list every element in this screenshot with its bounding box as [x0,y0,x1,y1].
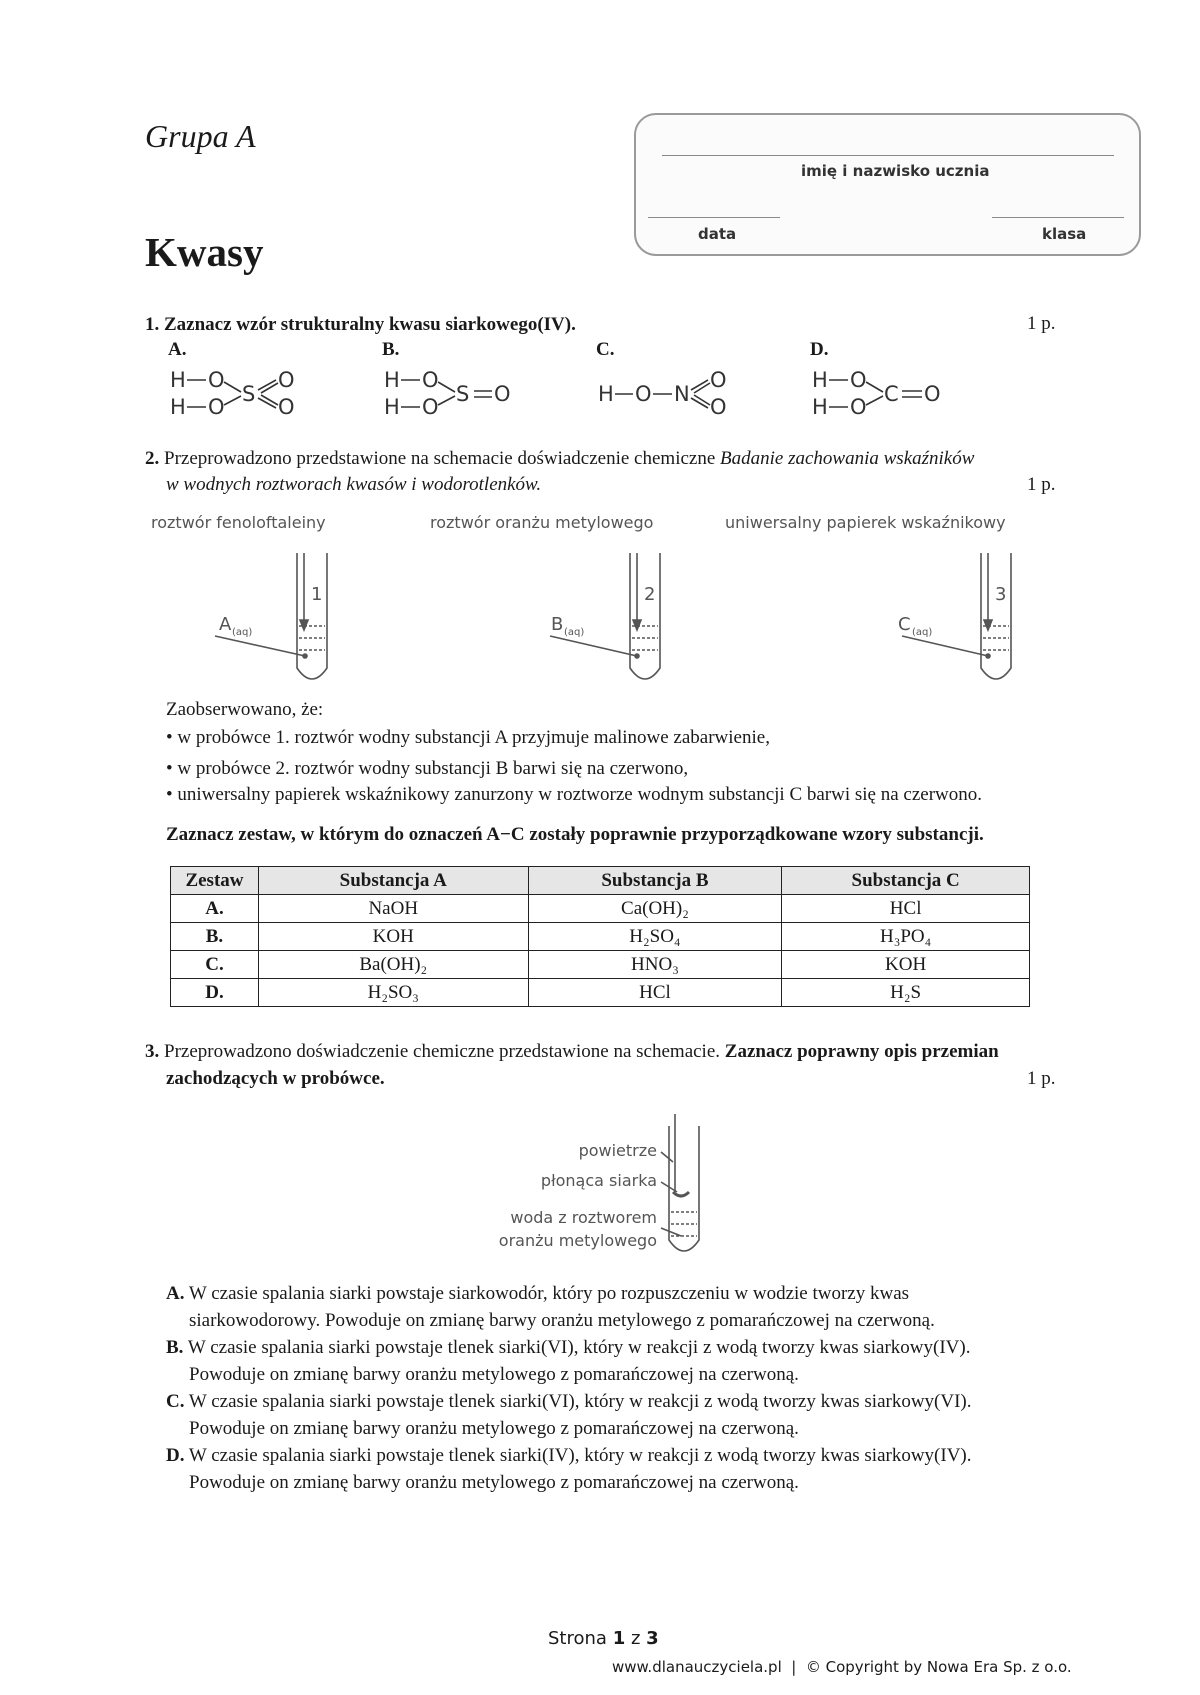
test-tube-1 [215,553,327,679]
formula-b-s: S [456,382,470,406]
table-header: Substancja B [528,867,782,895]
label-papierek: uniwersalny papierek wskaźnikowy [725,513,1006,532]
formula-a-h1: H [170,368,186,392]
formula-a-o3: O [278,368,295,392]
substance-c-aq: (aq) [912,627,933,638]
formula-b-h1: H [384,368,400,392]
table-row[interactable]: B. KOH H₂SO₄ H₃PO₄ [171,923,1030,951]
formula-a-o4: O [278,395,295,419]
formula-a[interactable] [166,364,316,420]
q3-answer-d[interactable]: D. W czasie spalania siarki powstaje tlenek siarki(IV), który w reakcji z wodą tworzy kwas siarkowy(IV). Powoduje on zmianę barwy oranżu metylowego z pomarańczowej na czerwoną. [166,1445,972,1493]
formula-c-o3: O [710,395,727,419]
tube-3-number: 3 [995,584,1007,605]
q3-answer-b[interactable]: B. W czasie spalania siarki powstaje tlenek siarki(VI), który w reakcji z wodą tworzy kwas siarkowy(IV). Powoduje on zmianę barwy oranżu metylowego z pomarańczowej na czerwoną. [166,1337,971,1385]
group-label: Grupa A [145,118,256,154]
label-oranz: roztwór oranżu metylowego [430,513,654,532]
q3-answer-a[interactable]: A. W czasie spalania siarki powstaje siarkowodór, który po rozpuszczeniu w wodzie tworzy kwas siarkowodorowy. Powoduje on zmianę barwy oranżu metylowego z pomarańczowej na czerwoną. [166,1283,935,1331]
question-3-points: 1 p. [1027,1068,1056,1089]
observation-1: • w probówce 1. roztwór wodny substancji A przyjmuje malinowe zabarwienie, [166,727,770,748]
substance-a: A [219,614,232,635]
observation-2: • w probówce 2. roztwór wodny substancji B barwi się na czerwono, [166,758,689,779]
formula-b[interactable] [380,364,530,420]
formula-c-h: H [598,382,614,406]
question-2-points: 1 p. [1027,474,1056,495]
question-2-italic-b: w wodnych roztworach kwasów i wodorotlenków. [166,474,542,495]
formula-d-h1: H [812,368,828,392]
q1-option-d[interactable]: D. [810,339,829,360]
formula-d-h2: H [812,395,828,419]
question-3-number: 3. [145,1041,160,1062]
formula-c[interactable] [594,364,744,420]
experiment-diagram [145,508,1060,683]
formula-b-o1: O [422,368,439,392]
class-line [992,217,1124,218]
question-3-bold-a: Zaznacz poprawny opis przemian [724,1041,999,1062]
formula-d[interactable] [808,364,958,420]
formula-b-h2: H [384,395,400,419]
label-powietrze: powietrze [578,1141,657,1160]
q1-option-a[interactable]: A. [168,339,187,360]
substance-b-aq: (aq) [564,627,585,638]
substances-table [170,866,1030,1007]
label-fenoloftaleina: roztwór fenoloftaleiny [151,513,326,532]
q1-option-b[interactable]: B. [382,339,400,360]
label-plonaca-siarka: płonąca siarka [540,1171,657,1190]
question-1 [145,312,576,338]
formula-d-c: C [884,382,899,406]
table-header-row [171,867,1030,895]
page-title: Kwasy [145,229,264,275]
tube-1-number: 1 [311,584,323,605]
sulfur-experiment-diagram [495,1112,715,1260]
substance-b: B [551,614,564,635]
table-header: Substancja C [782,867,1030,895]
formula-b-o3: O [494,382,511,406]
question-1-points: 1 p. [1027,313,1056,334]
question-1-number: 1. [145,314,160,335]
copyright: www.dlanauczyciela.pl | © Copyright by Nowa Era Sp. z o.o. [612,1658,1072,1676]
substance-a-aq: (aq) [232,627,253,638]
substance-c: C [898,614,911,635]
class-label: klasa [1042,225,1087,243]
label-oranz-metylowy: oranżu metylowego [498,1231,657,1250]
student-info-box [634,113,1141,256]
formula-a-h2: H [170,395,186,419]
question-2-number: 2. [145,448,160,469]
observation-3: • uniwersalny papierek wskaźnikowy zanurzony w roztworze wodnym substancji C barwi się na czerwono. [166,784,983,805]
observed-label: Zaobserwowano, że: [166,699,324,720]
question-3-bold-b: zachodzących w probówce. [166,1068,385,1089]
name-label: imię i nazwisko ucznia [801,162,990,180]
date-label: data [698,225,737,243]
formula-d-o1: O [850,368,867,392]
test-tube-3 [902,553,1011,679]
q1-option-c[interactable]: C. [596,339,615,360]
table-header: Substancja A [258,867,528,895]
question-2-line2 [166,472,541,498]
table-row[interactable]: D. H₂SO₃ HCl H₂S [171,979,1030,1007]
test-tube-2 [550,553,660,679]
formula-d-o3: O [924,382,941,406]
formula-c-o2: O [710,368,727,392]
question-2-italic-a: Badanie zachowania wskaźników [720,448,975,469]
formula-c-n: N [674,382,690,406]
page-number: Strona 1 z 3 [548,1628,659,1649]
table-row[interactable]: A. NaOH Ca(OH)₂ HCl [171,895,1030,923]
question-1-text: Zaznacz wzór strukturalny kwasu siarkowego(IV). [164,314,576,335]
question-2-task: Zaznacz zestaw, w którym do oznaczeń A−C zostały poprawnie przyporządkowane wzory substancji. [166,824,984,845]
tube-2-number: 2 [644,584,656,605]
formula-b-o2: O [422,395,439,419]
q3-answer-c[interactable]: C. W czasie spalania siarki powstaje tlenek siarki(VI), który w reakcji z wodą tworzy kwas siarkowy(VI). Powoduje on zmianę barwy oranżu metylowego z pomarańczowej na czerwoną. [166,1391,972,1439]
name-line [662,155,1114,156]
label-woda: woda z roztworem [510,1208,657,1227]
formula-c-o1: O [635,382,652,406]
formula-a-o1: O [208,368,225,392]
table-row[interactable]: C. Ba(OH)₂ HNO₃ KOH [171,951,1030,979]
date-line [648,217,780,218]
table-header: Zestaw [171,867,259,895]
question-3 [145,1039,1065,1065]
question-3-text: Przeprowadzono doświadczenie chemiczne przedstawione na schemacie. [164,1041,721,1062]
formula-a-o2: O [208,395,225,419]
formula-a-s: S [242,382,256,406]
question-2 [145,446,1060,472]
question-2-text: Przeprowadzono przedstawione na schemacie doświadczenie chemiczne [164,448,716,469]
formula-d-o2: O [850,395,867,419]
